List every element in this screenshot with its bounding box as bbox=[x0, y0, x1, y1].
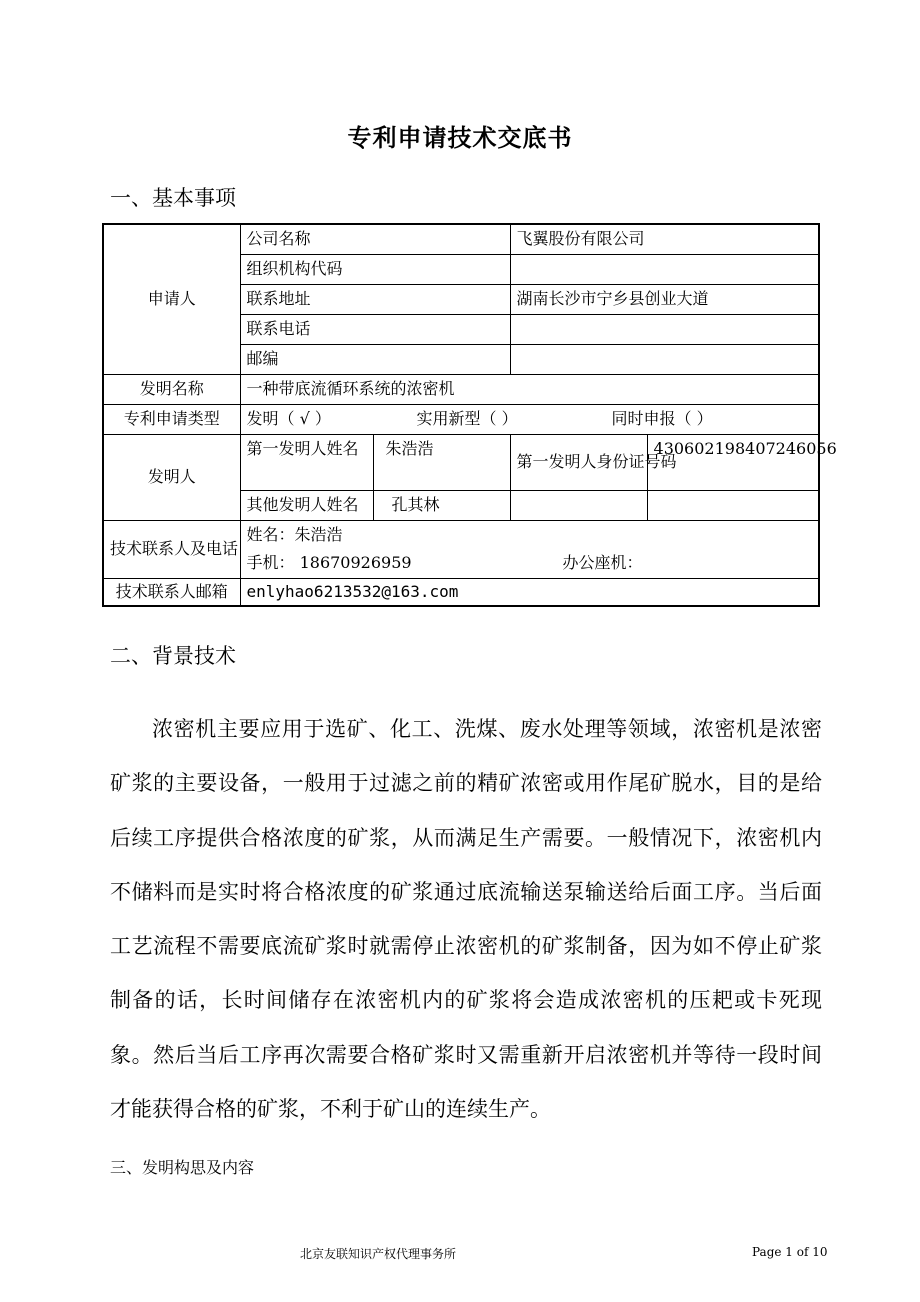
empty-cell bbox=[647, 490, 819, 520]
type-invention-option: 发明（ √ ） bbox=[246, 409, 331, 428]
invention-name-value: 一种带底流循环系统的浓密机 bbox=[240, 374, 819, 404]
address-label: 联系地址 bbox=[240, 284, 510, 314]
section-heading-background: 二、背景技术 bbox=[110, 644, 236, 668]
postcode-value bbox=[510, 344, 819, 374]
first-inventor-id-label: 第一发明人身份证号码 bbox=[510, 434, 647, 490]
section-heading-concept: 三、发明构思及内容 bbox=[110, 1158, 255, 1177]
first-inventor-label: 第一发明人姓名 bbox=[240, 434, 373, 490]
tech-contact-name: 姓名：朱浩浩 bbox=[246, 525, 343, 544]
org-code-label: 组织机构代码 bbox=[240, 254, 510, 284]
first-inventor-id-value: 430602198407246056 bbox=[647, 434, 819, 490]
tech-contact-office: 办公座机： bbox=[562, 553, 643, 572]
tech-contact-label: 技术联系人及电话 bbox=[103, 520, 240, 578]
phone-label: 联系电话 bbox=[240, 314, 510, 344]
tech-contact-info bbox=[240, 520, 819, 578]
other-inventor-label: 其他发明人姓名 bbox=[240, 490, 373, 520]
postcode-label: 邮编 bbox=[240, 344, 510, 374]
footer-page-number: Page 1 of 10 bbox=[752, 1245, 828, 1259]
basic-info-table bbox=[102, 223, 837, 607]
background-paragraph: 浓密机主要应用于选矿、化工、洗煤、废水处理等领域，浓密机是浓密矿浆的主要设备，一般用于过滤之前的精矿浓密或用作尾矿脱水，目的是给后续工序提供合格浓度的矿浆，从而满足生产需要。一般情况下，浓密机内不储料而是实时将合格浓度的矿浆通过底流输送泵输送给后面工序。当后面工艺流程不需要底流矿浆时就需停止浓密机的矿浆制备，因为如不停止矿浆制备的话，长时间储存在浓密机内的矿浆将会造成浓密机的压耙或卡死现象。然后当后工序再次需要合格矿浆时又需重新开启浓密机并等待一段时间才能获得合格的矿浆，不利于矿山的连续生产。 bbox=[110, 717, 822, 1122]
empty-cell bbox=[510, 490, 647, 520]
inventor-label: 发明人 bbox=[103, 434, 240, 520]
tech-email-label: 技术联系人邮箱 bbox=[103, 578, 240, 606]
applicant-label: 申请人 bbox=[103, 224, 240, 374]
footer-agency: 北京友联知识产权代理事务所 bbox=[300, 1247, 457, 1261]
phone-value bbox=[510, 314, 819, 344]
other-inventor-value: 孔其林 bbox=[373, 490, 510, 520]
type-simultaneous-option: 同时申报（ ） bbox=[611, 409, 713, 428]
type-utility-option: 实用新型（ ） bbox=[416, 409, 518, 428]
tech-email-value: enlyhao6213532@163.com bbox=[240, 578, 819, 606]
patent-type-label: 专利申请类型 bbox=[103, 404, 240, 434]
document-title: 专利申请技术交底书 bbox=[347, 123, 573, 152]
first-inventor-value: 朱浩浩 bbox=[373, 434, 510, 490]
company-name-label: 公司名称 bbox=[240, 224, 510, 254]
section-heading-basic: 一、基本事项 bbox=[110, 186, 236, 210]
company-name-value: 飞翼股份有限公司 bbox=[510, 224, 819, 254]
patent-type-options bbox=[240, 404, 819, 434]
invention-name-label: 发明名称 bbox=[103, 374, 240, 404]
org-code-value bbox=[510, 254, 819, 284]
address-value: 湖南长沙市宁乡县创业大道 bbox=[510, 284, 819, 314]
tech-contact-mobile: 手机： 18670926959 bbox=[246, 553, 412, 572]
